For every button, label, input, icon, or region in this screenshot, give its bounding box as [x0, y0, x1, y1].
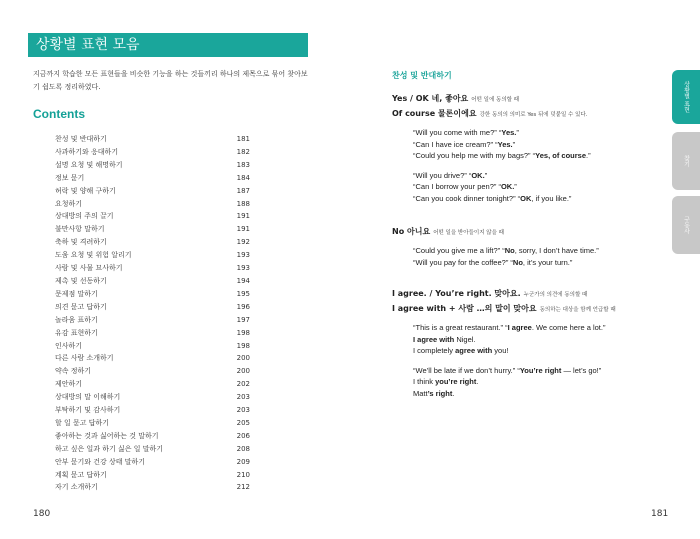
toc-item-title: 축하 및 격려하기 [55, 238, 107, 247]
toc-item-page: 203 [236, 406, 250, 415]
page-number: 181 [651, 509, 669, 519]
entry-heading: Yes / OK 네, 좋아요 어떤 일에 동의할 때 [392, 94, 520, 103]
toc-item[interactable] [55, 481, 250, 494]
toc-item[interactable] [55, 236, 250, 249]
toc-item-title: 문제점 말하기 [55, 289, 98, 298]
toc-item[interactable] [55, 327, 250, 340]
toc-item[interactable] [55, 133, 250, 146]
toc-item-page: 191 [236, 225, 250, 234]
toc-item-title: 할 일 묻고 답하기 [55, 418, 110, 427]
toc-item-title: 놀라움 표하기 [55, 315, 98, 324]
toc-item-title: 사과하기와 응대하기 [55, 147, 119, 156]
toc-item[interactable] [55, 275, 250, 288]
toc-item-page: 181 [236, 135, 250, 143]
toc-item[interactable] [55, 469, 250, 482]
toc-item-title: 약속 정하기 [55, 367, 92, 376]
toc-item[interactable] [55, 340, 250, 353]
toc-item-page: 183 [236, 160, 250, 169]
toc-item[interactable] [55, 417, 250, 430]
entry-heading: Of course 물론이에요 강한 동의의 의미로 Yes 뒤에 덧붙일 수 있다. [392, 109, 588, 118]
toc-item[interactable] [55, 249, 250, 262]
section-title: 찬성 및 반대하기 [392, 71, 452, 80]
toc-item-title: 허락 및 양해 구하기 [55, 186, 116, 195]
toc-item[interactable] [55, 443, 250, 456]
toc-item-page: 194 [236, 276, 250, 285]
toc-item-page: 192 [236, 238, 250, 247]
toc-item[interactable] [55, 185, 250, 198]
example-line: “Will you pay for the coffee?” “No, it’s your turn.” [413, 257, 573, 267]
toc-item-title: 인사하기 [55, 341, 83, 350]
toc-item-title: 의견 묻고 답하기 [55, 302, 107, 311]
table-of-contents [55, 133, 250, 494]
toc-item[interactable] [55, 314, 250, 327]
toc-item-title: 안부 묻기와 건강 상태 말하기 [55, 457, 146, 466]
toc-item[interactable] [55, 223, 250, 236]
toc-item-page: 182 [236, 147, 250, 156]
toc-item[interactable] [55, 430, 250, 443]
example-line: I think you’re right. [413, 377, 479, 387]
toc-item[interactable] [55, 262, 250, 275]
toc-item[interactable] [55, 404, 250, 417]
contents-title: Contents [33, 107, 85, 121]
right-page [350, 0, 700, 539]
toc-item-page: 188 [236, 199, 250, 208]
toc-item-page: 193 [236, 264, 250, 273]
toc-item-page: 206 [236, 431, 250, 440]
example-line: I agree with Nigel. [413, 334, 476, 344]
example-line: “We’ll be late if we don’t hurry.” “You’re right — let’s go!” [413, 365, 602, 375]
toc-item-title: 자기 소개하기 [55, 483, 98, 492]
toc-item[interactable] [55, 456, 250, 469]
toc-item-page: 197 [236, 315, 250, 324]
toc-item-title: 제안하기 [55, 380, 83, 389]
toc-item-page: 196 [236, 302, 250, 311]
toc-item[interactable] [55, 210, 250, 223]
toc-item-page: 212 [236, 483, 250, 492]
toc-item-page: 187 [236, 186, 250, 195]
example-line: “Will you come with me?” “Yes.” [413, 128, 519, 137]
toc-item-title: 계획 묻고 답하기 [55, 470, 107, 479]
toc-item-title: 찬성 및 반대하기 [55, 135, 107, 143]
toc-item-page: 205 [236, 418, 250, 427]
toc-item-title: 상대방의 말 이해하기 [55, 393, 121, 402]
example-line: “This is a great restaurant.” “I agree. We come here a lot.” [413, 323, 606, 332]
toc-item-page: 203 [236, 393, 250, 402]
toc-item-title: 상대방의 주의 끌기 [55, 212, 114, 221]
tab-phrasal-verbs[interactable]: 구동사 [672, 196, 700, 254]
toc-item-title: 제촉 및 선동하기 [55, 276, 107, 285]
toc-item[interactable] [55, 146, 250, 159]
entry-heading: I agree with + 사람 …의 말이 맞아요 동의하는 대상을 함께 언급할 때 [392, 304, 616, 313]
section-banner: 상황별 표현 모음 [28, 33, 308, 57]
entry-heading: No 아니요 어떤 일을 받아들이지 않을 때 [392, 227, 504, 236]
toc-item[interactable] [55, 198, 250, 211]
entry-heading: I agree. / You’re right. 맞아요. 누군가의 의견에 동의할 때 [392, 289, 588, 298]
example-line: I completely agree with you! [413, 346, 509, 356]
toc-item-title: 부탁하기 및 감사하기 [55, 406, 121, 415]
toc-item-title: 유감 표현하기 [55, 328, 98, 337]
toc-item[interactable] [55, 365, 250, 378]
agree-block [392, 287, 677, 400]
toc-item-page: 210 [236, 470, 250, 479]
toc-item[interactable] [55, 391, 250, 404]
example-line: “Could you help me with my bags?” “Yes, of course.” [413, 151, 591, 161]
toc-item-page: 195 [236, 289, 250, 298]
tab-situation-expressions[interactable]: 상황별 표현 [672, 70, 700, 124]
toc-item[interactable] [55, 378, 250, 391]
toc-item-page: 200 [236, 367, 250, 376]
example-line: “Can I have ice cream?” “Yes.” [413, 139, 516, 149]
toc-item[interactable] [55, 301, 250, 314]
toc-item-title: 설명 요청 및 해명하기 [55, 160, 123, 169]
example-line: “Will you drive?” “OK.” [413, 170, 488, 180]
toc-item-page: 208 [236, 444, 250, 453]
toc-item-title: 다른 사람 소개하기 [55, 354, 114, 363]
toc-item-title: 좋아하는 것과 싫어하는 것 말하기 [55, 431, 159, 440]
toc-item-page: 191 [236, 212, 250, 221]
toc-item-page: 209 [236, 457, 250, 466]
toc-item-page: 200 [236, 354, 250, 363]
toc-item[interactable] [55, 288, 250, 301]
no-block [392, 225, 677, 268]
toc-item-title: 하고 싶은 일과 하기 싫은 일 말하기 [55, 444, 164, 453]
toc-item-title: 요청하기 [55, 199, 83, 208]
toc-item-page: 193 [236, 251, 250, 260]
page-number: 180 [33, 509, 51, 519]
toc-item-page: 198 [236, 328, 250, 337]
toc-item[interactable] [55, 352, 250, 365]
toc-item-page: 198 [236, 341, 250, 350]
example-line: “Could you give me a lift?” “No, sorry, I don’t have time.” [413, 246, 599, 255]
yes-block [392, 92, 677, 205]
toc-item-title: 정보 묻기 [55, 173, 85, 182]
intro-text: 지금까지 학습한 모든 표현들을 비슷한 기능을 하는 것들끼리 하나의 제목으로 묶어 찾아보기 쉽도록 정리하였다. [33, 70, 308, 91]
toc-item[interactable] [55, 172, 250, 185]
toc-item[interactable] [55, 159, 250, 172]
toc-item-page: 184 [236, 173, 250, 182]
tab-search[interactable]: 찾기 [672, 132, 700, 190]
toc-item-title: 사람 및 사물 묘사하기 [55, 264, 123, 273]
toc-item-page: 202 [236, 380, 250, 389]
example-line: Matt’s right. [413, 388, 455, 398]
example-line: “Can you cook dinner tonight?” “OK, if you like.” [413, 193, 572, 203]
toc-item-title: 도움 요청 및 위험 알리기 [55, 251, 132, 260]
example-line: “Can I borrow your pen?” “OK.” [413, 182, 517, 192]
toc-item-title: 불만사항 말하기 [55, 225, 105, 234]
